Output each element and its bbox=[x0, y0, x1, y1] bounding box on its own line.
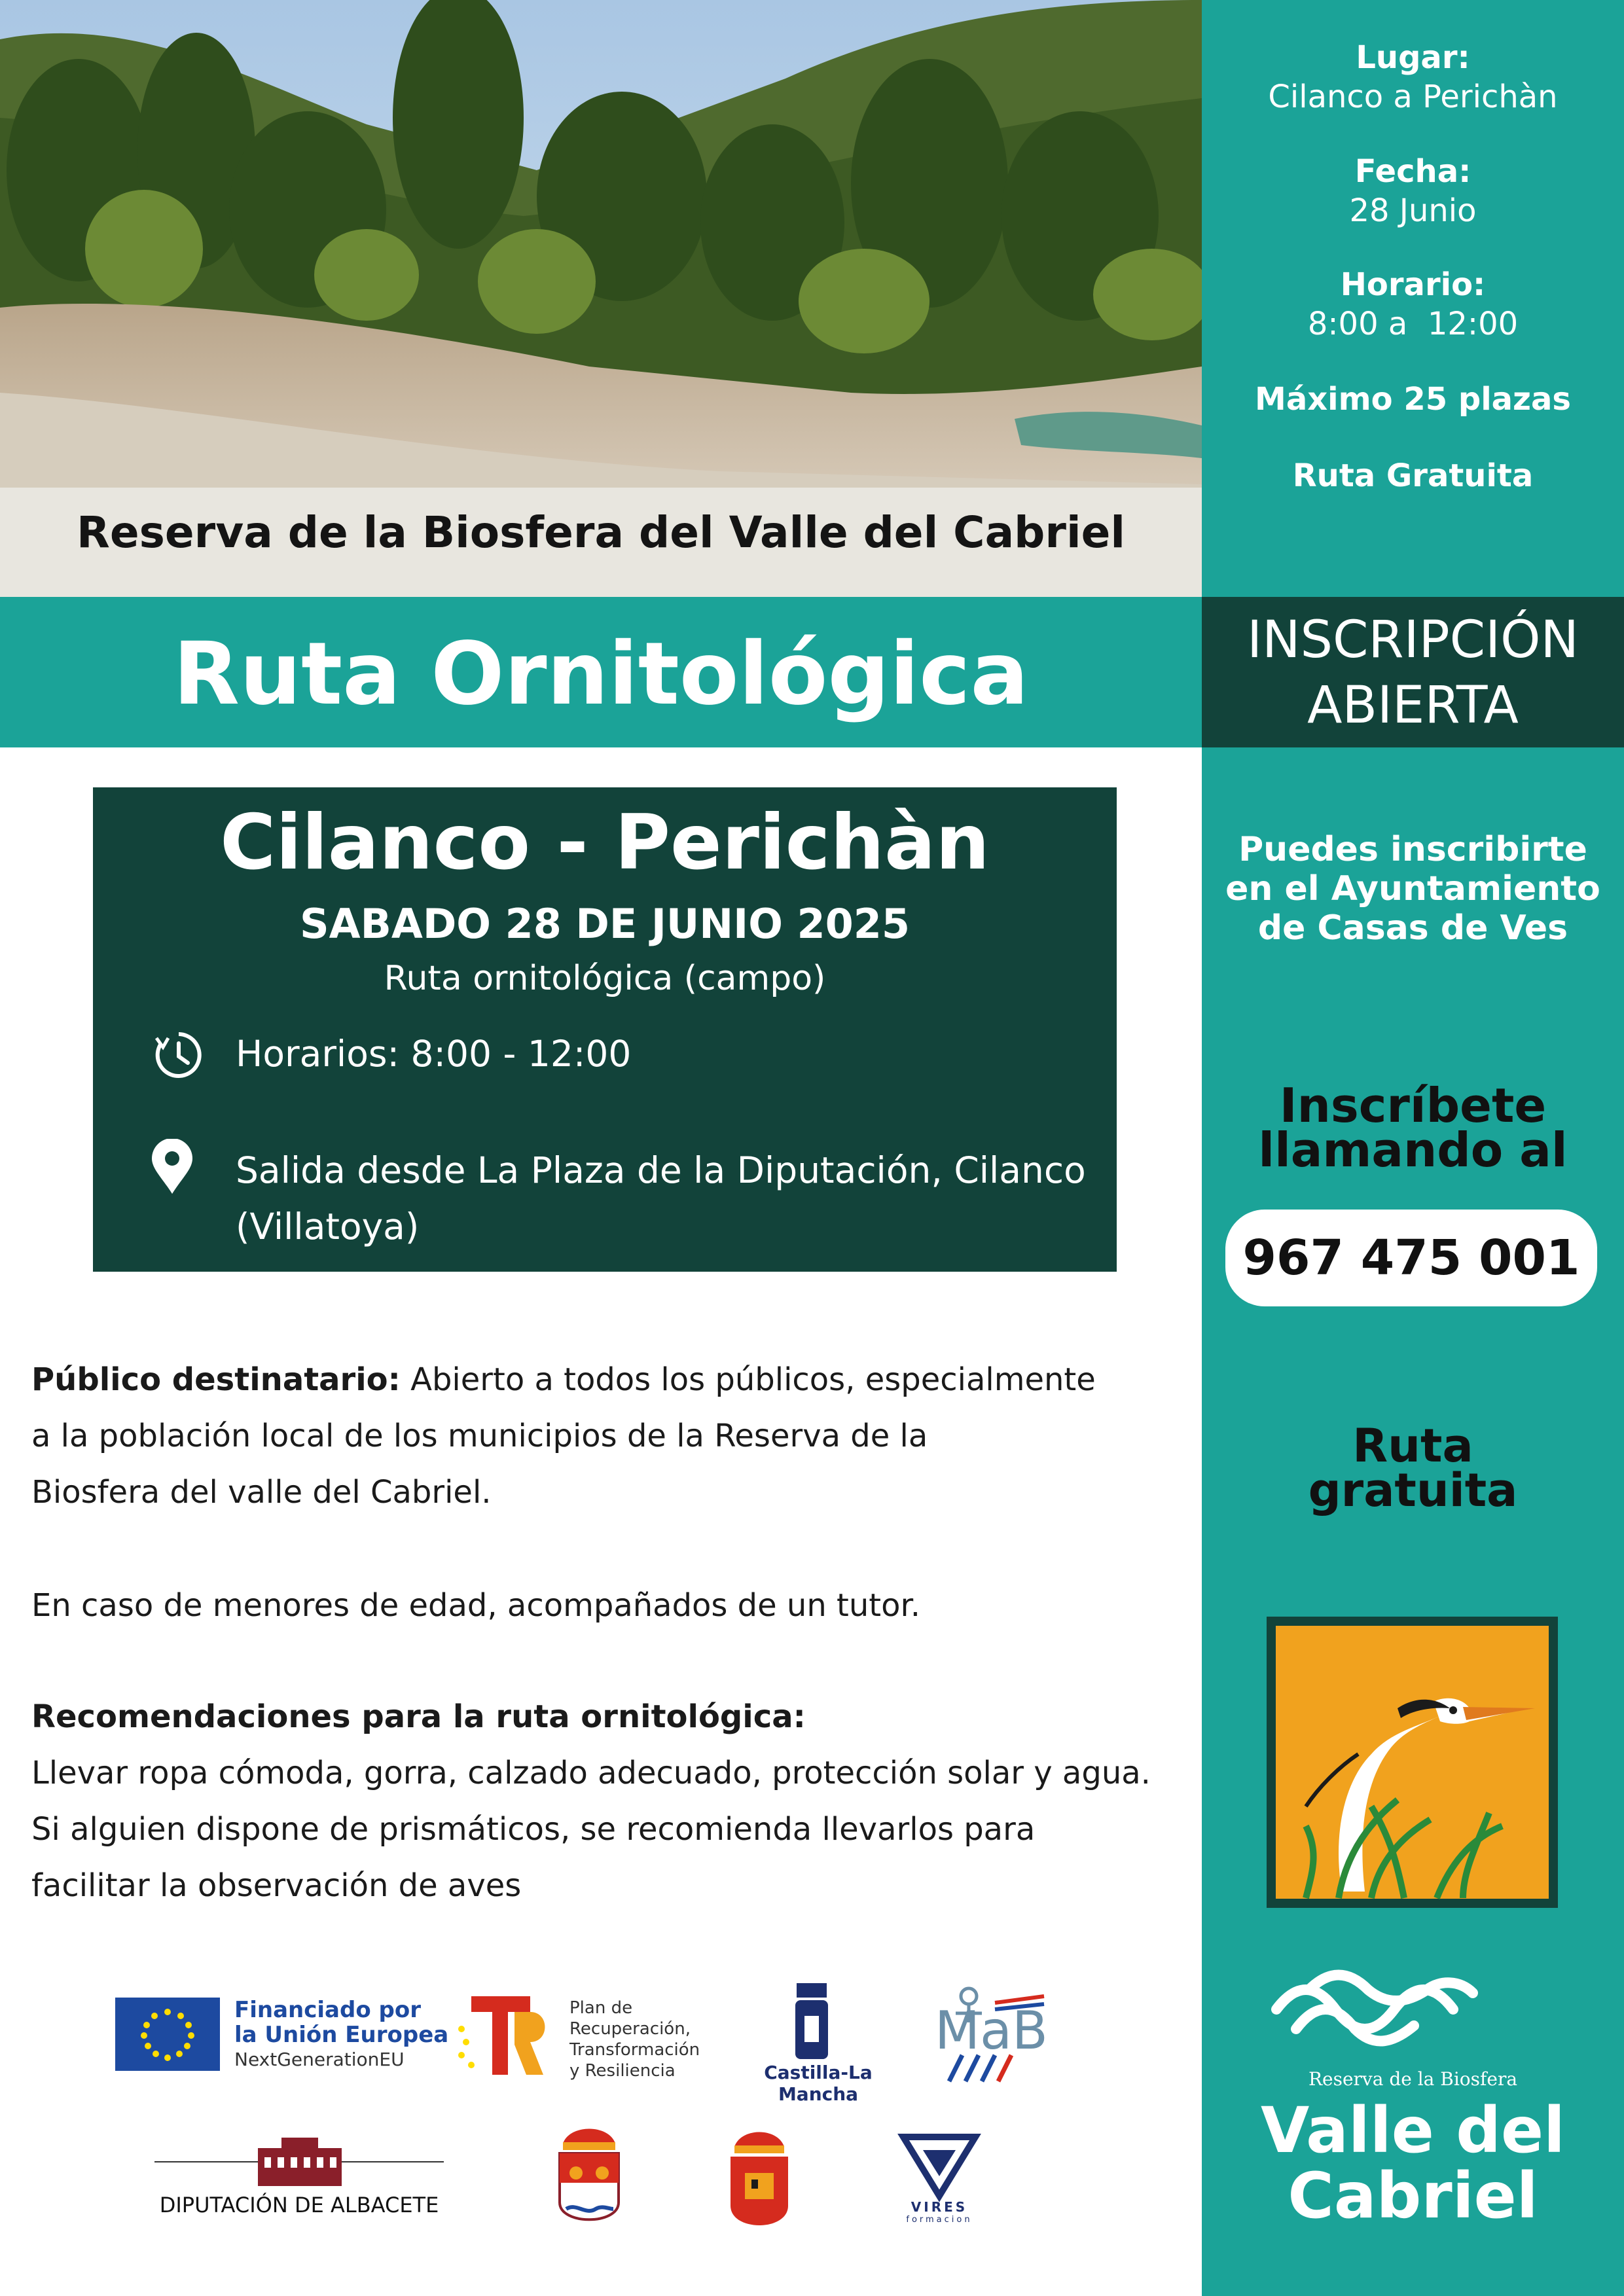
diputacion-text: DIPUTACIÓN DE ALBACETE bbox=[159, 2193, 439, 2217]
vires-logo-icon bbox=[897, 2130, 982, 2202]
inscribete-line1: Inscríbete bbox=[1279, 1078, 1547, 1133]
vires-line2: formacion bbox=[906, 2215, 973, 2225]
diputacion-building-icon bbox=[255, 2135, 344, 2187]
lugar-block bbox=[1202, 38, 1624, 117]
horario-value: 8:00 a 12:00 bbox=[1307, 306, 1519, 342]
inscribete-line2: llamando al bbox=[1258, 1122, 1568, 1177]
vires-text bbox=[890, 2200, 988, 2227]
location-pin-icon bbox=[149, 1139, 195, 1195]
municipal-crest-1-icon bbox=[553, 2117, 625, 2238]
prtr-line4: y Resiliencia bbox=[569, 2061, 676, 2081]
lugar-label: Lugar: bbox=[1356, 39, 1470, 76]
publico-line2: a la población local de los municipios de la Reserva de la bbox=[31, 1418, 928, 1454]
prtr-line3: Transformación bbox=[569, 2040, 700, 2060]
prtr-logo-icon bbox=[452, 1990, 556, 2078]
puedes-line2: en el Ayuntamiento bbox=[1225, 869, 1600, 908]
eu-funding-text bbox=[234, 1998, 448, 2072]
vires-line1: VIRES bbox=[911, 2199, 968, 2215]
event-place-line1: Salida desde La Plaza de la Diputación, Cilanco bbox=[236, 1149, 1086, 1191]
page-title: Ruta Ornitológica bbox=[173, 624, 1029, 725]
eu-flag-icon bbox=[115, 1998, 220, 2071]
recomendaciones-paragraph bbox=[31, 1689, 1210, 1914]
hero-caption: Reserva de la Biosfera del Valle del Cabriel bbox=[77, 507, 1125, 558]
valle-cabriel-subtitle: Reserva de la Biosfera bbox=[1308, 2068, 1518, 2090]
event-type: Ruta ornitológica (campo) bbox=[384, 959, 826, 998]
recom-line3: facilitar la observación de aves bbox=[31, 1867, 522, 1904]
puedes-line3: de Casas de Ves bbox=[1257, 908, 1568, 948]
heron-logo bbox=[1267, 1617, 1558, 1908]
event-hours: Horarios: 8:00 - 12:00 bbox=[236, 1033, 632, 1075]
ruta-line1: Ruta bbox=[1352, 1419, 1473, 1473]
lugar-value: Cilanco a Perichàn bbox=[1268, 79, 1558, 115]
phone-number[interactable]: 967 475 001 bbox=[1242, 1230, 1580, 1286]
fecha-label: Fecha: bbox=[1354, 153, 1471, 190]
fecha-value: 28 Junio bbox=[1349, 192, 1477, 229]
ruta-gratuita-text bbox=[1202, 1419, 1624, 1517]
publico-paragraph bbox=[31, 1352, 1210, 1520]
gratuita-top-text: Ruta Gratuita bbox=[1292, 457, 1534, 494]
recom-label: Recomendaciones para la ruta ornitológica: bbox=[31, 1698, 806, 1735]
fecha-block bbox=[1202, 152, 1624, 230]
inscripcion-line1: INSCRIPCIÓN bbox=[1247, 611, 1579, 670]
valle-cabriel-name-line1: Valle del bbox=[1261, 2094, 1565, 2167]
horario-block bbox=[1202, 265, 1624, 344]
valle-cabriel-name-line2: Cabriel bbox=[1288, 2159, 1538, 2233]
inscripcion-text bbox=[1202, 607, 1624, 738]
event-place-line2: (Villatoya) bbox=[236, 1206, 420, 1247]
prtr-line2: Recuperación, bbox=[569, 2019, 691, 2039]
eu-line1: Financiado por bbox=[234, 1997, 421, 2023]
prtr-text bbox=[569, 1998, 700, 2081]
mab-text: MaB bbox=[935, 2000, 1048, 2061]
ruta-line2: gratuita bbox=[1308, 1463, 1518, 1517]
clock-icon bbox=[153, 1029, 205, 1081]
eu-line2: la Unión Europea bbox=[234, 2022, 449, 2048]
publico-line3: Biosfera del valle del Cabriel. bbox=[31, 1474, 492, 1511]
plazas-text: Máximo 25 plazas bbox=[1255, 381, 1571, 418]
recom-line1: Llevar ropa cómoda, gorra, calzado adecuado, protección solar y agua. bbox=[31, 1755, 1151, 1791]
eu-line3: NextGenerationEU bbox=[234, 2049, 405, 2070]
inscripcion-line2: ABIERTA bbox=[1307, 676, 1519, 735]
castilla-la-mancha-crest-icon bbox=[789, 1983, 835, 2062]
puedes-text bbox=[1202, 830, 1624, 948]
prtr-line1: Plan de bbox=[569, 1998, 633, 2018]
event-date: SABADO 28 DE JUNIO 2025 bbox=[299, 900, 911, 948]
valle-cabriel-wave-icon bbox=[1270, 1964, 1479, 2049]
publico-line1: Abierto a todos los públicos, especialmente bbox=[400, 1361, 1096, 1398]
valle-cabriel-name bbox=[1202, 2094, 1624, 2233]
inscribete-text bbox=[1202, 1078, 1624, 1177]
castilla-la-mancha-text: Castilla-La Mancha bbox=[764, 2062, 873, 2105]
municipal-crest-2-icon bbox=[727, 2121, 792, 2242]
recom-line2: Si alguien dispone de prismáticos, se recomienda llevarlos para bbox=[31, 1811, 1036, 1848]
horario-label: Horario: bbox=[1340, 266, 1486, 303]
menores-paragraph: En caso de menores de edad, acompañados de un tutor. bbox=[31, 1587, 921, 1624]
publico-label: Público destinatario: bbox=[31, 1361, 401, 1398]
event-place bbox=[236, 1142, 1087, 1255]
puedes-line1: Puedes inscribirte bbox=[1238, 830, 1587, 869]
event-title: Cilanco - Perichàn bbox=[220, 798, 990, 887]
